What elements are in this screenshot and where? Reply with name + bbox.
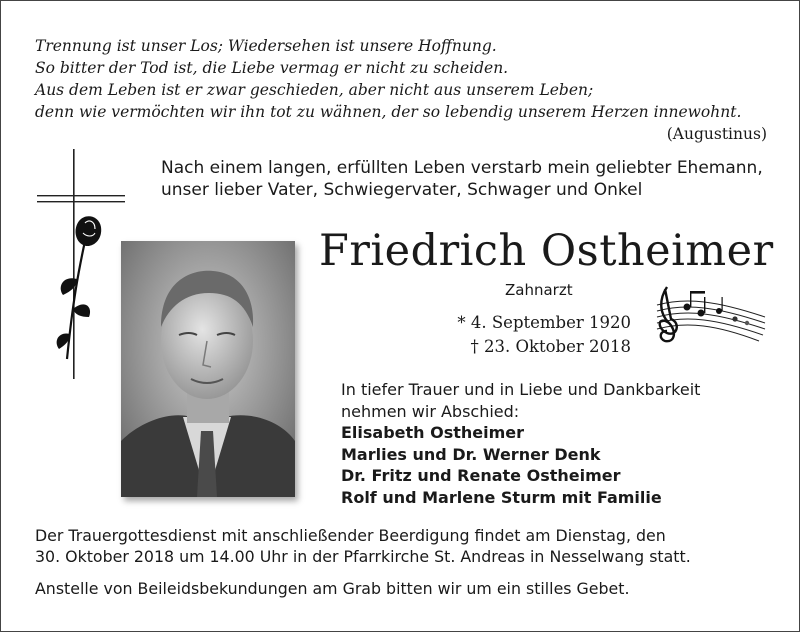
family-member: Rolf und Marlene Sturm mit Familie [341,487,662,507]
family-member: Marlies und Dr. Werner Denk [341,444,601,464]
cross-with-rose-icon [33,149,129,379]
quote-line: Aus dem Leben ist er zwar geschieden, aber nicht aus unserem Leben; [35,81,594,99]
quote-line: Trennung ist unser Los; Wiedersehen ist unsere Hoffnung. [35,37,497,55]
intro-line: Nach einem langen, erfüllten Leben verstarb mein geliebter Ehemann, [161,158,763,178]
quote-block [35,35,767,145]
family-member: Dr. Fritz und Renate Ostheimer [341,466,621,485]
quote-author: (Augustinus) [666,125,767,143]
deceased-profession: Zahnarzt [505,281,573,299]
quote-line: denn wie vermöchten wir ihn tot zu wähnen, der so lebendig unserem Herzen innewohnt. [35,103,742,121]
service-line: 30. Oktober 2018 um 14.00 Uhr in der Pfarrkirche St. Andreas in Nesselwang statt. [35,547,691,566]
treble-clef-music-notes-icon [647,283,767,355]
service-line: Der Trauergottesdienst mit anschließender Beerdigung findet am Dienstag, den [35,526,666,545]
birth-date: * 4. September 1920 [457,313,631,332]
funeral-service-info [35,525,775,567]
mourning-line: nehmen wir Abschied: [341,401,520,421]
mourning-block [341,379,781,508]
family-member: Elisabeth Ostheimer [341,423,525,442]
mourning-line: In tiefer Trauer und in Liebe und Dankbarkeit [341,380,701,399]
life-dates [441,311,631,359]
deceased-name: Friedrich Ostheimer [319,226,774,276]
condolence-request: Anstelle von Beileidsbekundungen am Grab bitten wir um ein stilles Gebet. [35,579,630,598]
intro-text [161,157,781,201]
portrait-photo [121,241,295,497]
intro-line: unser lieber Vater, Schwiegervater, Schwager und Onkel [161,180,643,200]
quote-line: So bitter der Tod ist, die Liebe vermag er nicht zu scheiden. [35,59,509,77]
death-date: † 23. Oktober 2018 [470,337,631,356]
